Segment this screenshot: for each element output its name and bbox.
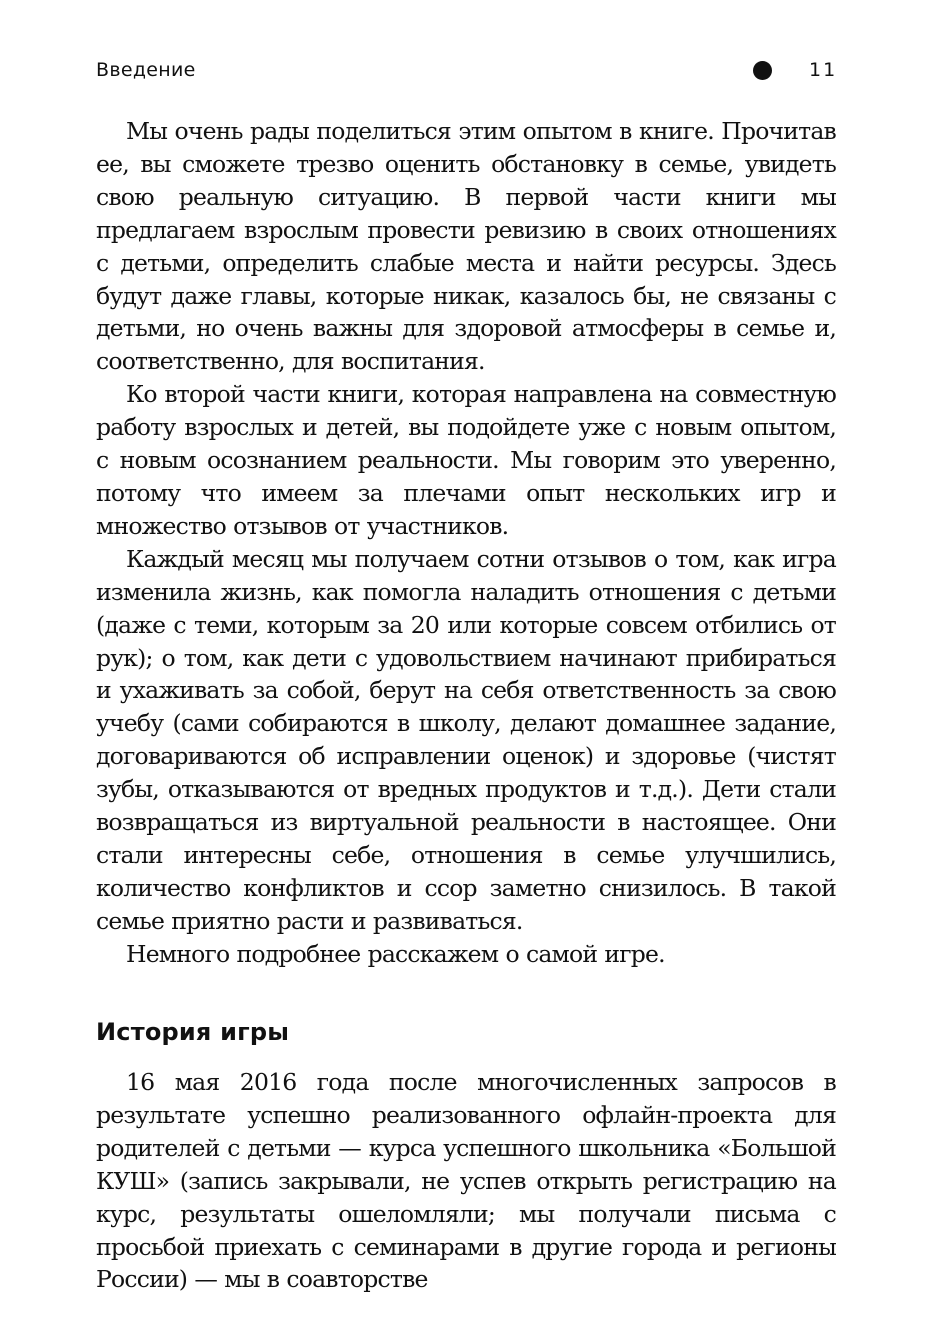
section-text xyxy=(96,1066,836,1296)
section-heading: История игры xyxy=(96,1018,290,1046)
paragraph: Мы очень рады поделиться этим опытом в книге. Прочитав ее, вы сможете трезво оценить обстановку в семье, увидеть свою реальную ситуацию. В первой части книги мы предлагаем взрослым провести ревизию в своих отношениях с детьми, определить слабые места и найти ресурсы. Здесь будут даже главы, которые никак, казалось бы, не связаны с детьми, но очень важны для здоровой атмосферы в семье и, соответственно, для воспитания. xyxy=(96,117,836,376)
paragraph: Каждый месяц мы получаем сотни отзывов о том, как игра изменила жизнь, как помогла наладить отношения с детьми (даже с теми, которым за 20 или которые совсем отбились от рук); о том, как дети с удовольствием начинают прибираться и ухаживать за собой, берут на себя ответственность за свою учебу (сами собираются в школу, делают домашнее задание, договариваются об исправлении оценок) и здоровье (чистят зубы, отказываются от вредных продуктов и т.д.). Дети стали возвращаться из виртуальной реальности в настоящее. Они стали интересны себе, отношения в семье улучшились, количество конфликтов и ссор заметно снизилось. В такой семье приятно расти и развиваться. xyxy=(96,544,836,935)
paragraph: Ко второй части книги, которая направлена на совместную работу взрослых и детей, вы подойдете уже с новым опытом, с новым осознанием реальности. Мы говорим это уверенно, потому что имеем за плечами опыт нескольких игр и множество отзывов от участников. xyxy=(96,380,836,540)
bullet-marker-icon xyxy=(753,61,772,80)
page-number: 11 xyxy=(809,59,838,81)
paragraph: Немного подробнее расскажем о самой игре. xyxy=(126,939,665,968)
paragraph: 16 мая 2016 года после многочисленных запросов в результате успешно реализованного офлайн-проекта для родителей с детьми — курса успешного школьника «Большой КУШ» (запись закрывали, не успев открыть регистрацию на курс, результаты ошеломляли; мы получали письма с просьбой приехать с семинарами в другие города и регионы России) — мы в соавторстве xyxy=(96,1068,836,1294)
running-header-section: Введение xyxy=(96,59,196,81)
intro-text xyxy=(96,115,836,971)
running-header xyxy=(96,56,836,86)
